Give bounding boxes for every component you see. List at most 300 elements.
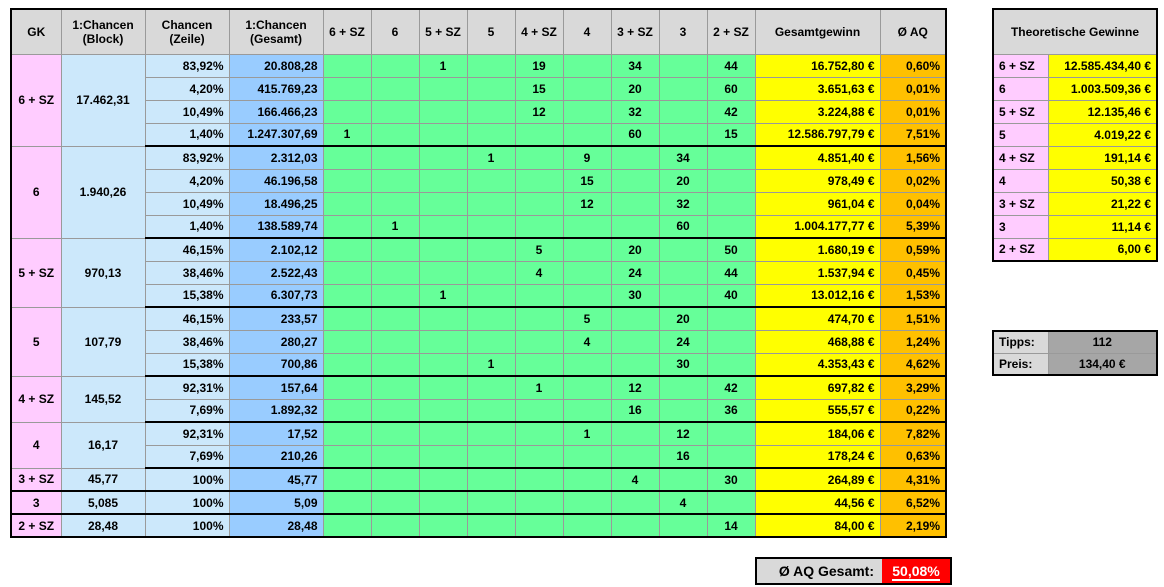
count-cell[interactable] — [611, 215, 659, 238]
count-cell[interactable]: 1 — [419, 54, 467, 77]
aq-cell[interactable]: 1,53% — [880, 284, 946, 307]
aq-cell[interactable]: 1,24% — [880, 330, 946, 353]
total-chance-cell[interactable]: 2.102,12 — [229, 238, 323, 261]
count-cell[interactable] — [467, 54, 515, 77]
count-cell[interactable]: 12 — [611, 376, 659, 399]
count-cell[interactable] — [611, 169, 659, 192]
count-cell[interactable] — [419, 307, 467, 330]
count-cell[interactable]: 1 — [515, 376, 563, 399]
count-cell[interactable] — [467, 330, 515, 353]
count-cell[interactable] — [467, 514, 515, 537]
aq-cell[interactable]: 7,82% — [880, 422, 946, 445]
count-cell[interactable] — [371, 238, 419, 261]
row-chance-cell[interactable]: 38,46% — [145, 261, 229, 284]
aq-cell[interactable]: 4,62% — [880, 353, 946, 376]
count-cell[interactable]: 1 — [371, 215, 419, 238]
count-cell[interactable] — [371, 445, 419, 468]
block-chance-cell[interactable]: 970,13 — [61, 238, 145, 307]
count-cell[interactable] — [467, 238, 515, 261]
count-cell[interactable]: 12 — [563, 192, 611, 215]
count-cell[interactable] — [467, 192, 515, 215]
count-cell[interactable] — [371, 353, 419, 376]
count-cell[interactable]: 4 — [563, 330, 611, 353]
count-cell[interactable] — [419, 192, 467, 215]
total-chance-cell[interactable]: 18.496,25 — [229, 192, 323, 215]
count-cell[interactable] — [515, 353, 563, 376]
count-cell[interactable]: 16 — [611, 399, 659, 422]
count-cell[interactable] — [419, 514, 467, 537]
count-cell[interactable]: 60 — [611, 123, 659, 146]
aq-cell[interactable]: 1,51% — [880, 307, 946, 330]
row-chance-cell[interactable]: 10,49% — [145, 100, 229, 123]
theo-value-cell[interactable]: 12.135,46 € — [1048, 100, 1157, 123]
count-cell[interactable] — [707, 330, 755, 353]
total-winnings-cell[interactable]: 3.651,63 € — [755, 77, 880, 100]
count-cell[interactable]: 9 — [563, 146, 611, 169]
count-cell[interactable] — [659, 399, 707, 422]
count-cell[interactable]: 12 — [659, 422, 707, 445]
count-cell[interactable] — [611, 491, 659, 514]
gk-cell[interactable]: 6 — [11, 146, 61, 238]
row-chance-cell[interactable]: 46,15% — [145, 238, 229, 261]
count-cell[interactable]: 50 — [707, 238, 755, 261]
count-cell[interactable] — [371, 192, 419, 215]
count-cell[interactable] — [707, 169, 755, 192]
count-cell[interactable] — [659, 100, 707, 123]
aq-total-value[interactable] — [882, 559, 950, 583]
count-cell[interactable] — [563, 238, 611, 261]
theo-value-cell[interactable]: 1.003.509,36 € — [1048, 77, 1157, 100]
count-cell[interactable] — [323, 284, 371, 307]
total-winnings-cell[interactable]: 178,24 € — [755, 445, 880, 468]
row-chance-cell[interactable]: 7,69% — [145, 399, 229, 422]
count-cell[interactable]: 4 — [659, 491, 707, 514]
count-cell[interactable] — [419, 146, 467, 169]
count-cell[interactable]: 60 — [707, 77, 755, 100]
count-cell[interactable] — [515, 468, 563, 491]
count-cell[interactable] — [323, 77, 371, 100]
aq-cell[interactable]: 0,02% — [880, 169, 946, 192]
total-winnings-cell[interactable]: 697,82 € — [755, 376, 880, 399]
total-chance-cell[interactable]: 280,27 — [229, 330, 323, 353]
total-winnings-cell[interactable]: 4.353,43 € — [755, 353, 880, 376]
count-cell[interactable] — [323, 445, 371, 468]
count-cell[interactable] — [659, 123, 707, 146]
count-cell[interactable] — [371, 376, 419, 399]
count-cell[interactable] — [323, 468, 371, 491]
count-cell[interactable]: 5 — [515, 238, 563, 261]
aq-cell[interactable]: 0,04% — [880, 192, 946, 215]
count-cell[interactable] — [515, 192, 563, 215]
count-cell[interactable] — [419, 238, 467, 261]
aq-cell[interactable]: 0,01% — [880, 100, 946, 123]
theo-value-cell[interactable]: 50,38 € — [1048, 169, 1157, 192]
count-cell[interactable] — [515, 399, 563, 422]
count-cell[interactable] — [419, 169, 467, 192]
aq-cell[interactable]: 0,60% — [880, 54, 946, 77]
count-cell[interactable] — [659, 238, 707, 261]
block-chance-cell[interactable]: 145,52 — [61, 376, 145, 422]
count-cell[interactable]: 1 — [467, 353, 515, 376]
total-chance-cell[interactable]: 166.466,23 — [229, 100, 323, 123]
count-cell[interactable] — [323, 353, 371, 376]
count-cell[interactable] — [467, 77, 515, 100]
count-cell[interactable] — [467, 445, 515, 468]
aq-cell[interactable]: 6,52% — [880, 491, 946, 514]
total-winnings-cell[interactable]: 978,49 € — [755, 169, 880, 192]
row-chance-cell[interactable]: 83,92% — [145, 54, 229, 77]
total-chance-cell[interactable]: 1.892,32 — [229, 399, 323, 422]
count-cell[interactable]: 5 — [563, 307, 611, 330]
count-cell[interactable] — [515, 491, 563, 514]
row-chance-cell[interactable]: 4,20% — [145, 169, 229, 192]
count-cell[interactable]: 30 — [707, 468, 755, 491]
count-cell[interactable]: 42 — [707, 376, 755, 399]
count-cell[interactable] — [659, 468, 707, 491]
gk-cell[interactable]: 4 — [11, 422, 61, 468]
count-cell[interactable] — [419, 399, 467, 422]
count-cell[interactable] — [707, 215, 755, 238]
aq-cell[interactable]: 5,39% — [880, 215, 946, 238]
count-cell[interactable] — [611, 192, 659, 215]
theo-class-cell[interactable]: 5 + SZ — [993, 100, 1048, 123]
block-chance-cell[interactable]: 45,77 — [61, 468, 145, 491]
count-cell[interactable] — [419, 215, 467, 238]
count-cell[interactable] — [467, 468, 515, 491]
theo-value-cell[interactable]: 191,14 € — [1048, 146, 1157, 169]
count-cell[interactable]: 44 — [707, 261, 755, 284]
count-cell[interactable]: 20 — [659, 307, 707, 330]
row-chance-cell[interactable]: 38,46% — [145, 330, 229, 353]
row-chance-cell[interactable]: 1,40% — [145, 123, 229, 146]
count-cell[interactable] — [611, 514, 659, 537]
count-cell[interactable]: 24 — [659, 330, 707, 353]
count-cell[interactable] — [323, 261, 371, 284]
block-chance-cell[interactable]: 16,17 — [61, 422, 145, 468]
count-cell[interactable] — [371, 54, 419, 77]
count-cell[interactable] — [611, 307, 659, 330]
count-cell[interactable] — [371, 514, 419, 537]
count-cell[interactable] — [419, 77, 467, 100]
count-cell[interactable] — [563, 445, 611, 468]
aq-cell[interactable]: 0,01% — [880, 77, 946, 100]
total-winnings-cell[interactable]: 1.537,94 € — [755, 261, 880, 284]
count-cell[interactable]: 15 — [563, 169, 611, 192]
count-cell[interactable] — [611, 330, 659, 353]
count-cell[interactable] — [419, 445, 467, 468]
total-chance-cell[interactable]: 138.589,74 — [229, 215, 323, 238]
total-winnings-cell[interactable]: 468,88 € — [755, 330, 880, 353]
count-cell[interactable] — [323, 376, 371, 399]
theo-value-cell[interactable]: 11,14 € — [1048, 215, 1157, 238]
row-chance-cell[interactable]: 92,31% — [145, 376, 229, 399]
total-chance-cell[interactable]: 233,57 — [229, 307, 323, 330]
count-cell[interactable]: 1 — [563, 422, 611, 445]
count-cell[interactable] — [563, 261, 611, 284]
block-chance-cell[interactable]: 28,48 — [61, 514, 145, 537]
count-cell[interactable] — [323, 100, 371, 123]
count-cell[interactable]: 42 — [707, 100, 755, 123]
total-winnings-cell[interactable]: 4.851,40 € — [755, 146, 880, 169]
count-cell[interactable] — [323, 514, 371, 537]
total-chance-cell[interactable]: 17,52 — [229, 422, 323, 445]
count-cell[interactable] — [563, 491, 611, 514]
theo-class-cell[interactable]: 3 — [993, 215, 1048, 238]
count-cell[interactable] — [419, 491, 467, 514]
aq-cell[interactable]: 0,22% — [880, 399, 946, 422]
count-cell[interactable] — [371, 330, 419, 353]
count-cell[interactable]: 19 — [515, 54, 563, 77]
count-cell[interactable] — [467, 169, 515, 192]
count-cell[interactable] — [563, 77, 611, 100]
count-cell[interactable] — [707, 353, 755, 376]
count-cell[interactable] — [371, 146, 419, 169]
total-winnings-cell[interactable]: 961,04 € — [755, 192, 880, 215]
count-cell[interactable] — [563, 399, 611, 422]
row-chance-cell[interactable]: 15,38% — [145, 284, 229, 307]
aq-cell[interactable]: 4,31% — [880, 468, 946, 491]
count-cell[interactable] — [323, 330, 371, 353]
count-cell[interactable] — [419, 100, 467, 123]
count-cell[interactable] — [563, 468, 611, 491]
count-cell[interactable] — [563, 215, 611, 238]
total-winnings-cell[interactable]: 555,57 € — [755, 399, 880, 422]
theo-class-cell[interactable]: 3 + SZ — [993, 192, 1048, 215]
count-cell[interactable] — [323, 491, 371, 514]
count-cell[interactable] — [323, 169, 371, 192]
count-cell[interactable] — [563, 514, 611, 537]
theo-class-cell[interactable]: 4 — [993, 169, 1048, 192]
theo-value-cell[interactable]: 6,00 € — [1048, 238, 1157, 261]
count-cell[interactable] — [419, 123, 467, 146]
theo-class-cell[interactable]: 5 — [993, 123, 1048, 146]
count-cell[interactable] — [371, 468, 419, 491]
count-cell[interactable]: 20 — [611, 238, 659, 261]
count-cell[interactable]: 34 — [611, 54, 659, 77]
tips-value[interactable]: 112 — [1048, 331, 1157, 353]
aq-cell[interactable]: 0,59% — [880, 238, 946, 261]
gk-cell[interactable]: 3 + SZ — [11, 468, 61, 491]
total-chance-cell[interactable]: 210,26 — [229, 445, 323, 468]
count-cell[interactable] — [323, 54, 371, 77]
count-cell[interactable] — [323, 399, 371, 422]
count-cell[interactable] — [659, 284, 707, 307]
total-chance-cell[interactable]: 2.522,43 — [229, 261, 323, 284]
count-cell[interactable]: 30 — [659, 353, 707, 376]
total-chance-cell[interactable]: 20.808,28 — [229, 54, 323, 77]
total-chance-cell[interactable]: 700,86 — [229, 353, 323, 376]
total-chance-cell[interactable]: 6.307,73 — [229, 284, 323, 307]
count-cell[interactable] — [563, 376, 611, 399]
count-cell[interactable]: 30 — [611, 284, 659, 307]
count-cell[interactable] — [515, 284, 563, 307]
count-cell[interactable] — [371, 284, 419, 307]
count-cell[interactable] — [659, 261, 707, 284]
count-cell[interactable] — [707, 307, 755, 330]
count-cell[interactable] — [707, 491, 755, 514]
theo-class-cell[interactable]: 6 — [993, 77, 1048, 100]
count-cell[interactable] — [467, 123, 515, 146]
count-cell[interactable]: 32 — [611, 100, 659, 123]
row-chance-cell[interactable]: 7,69% — [145, 445, 229, 468]
count-cell[interactable] — [659, 77, 707, 100]
row-chance-cell[interactable]: 100% — [145, 514, 229, 537]
total-winnings-cell[interactable]: 3.224,88 € — [755, 100, 880, 123]
total-chance-cell[interactable]: 2.312,03 — [229, 146, 323, 169]
gk-cell[interactable]: 5 — [11, 307, 61, 376]
total-winnings-cell[interactable]: 44,56 € — [755, 491, 880, 514]
aq-cell[interactable]: 2,19% — [880, 514, 946, 537]
row-chance-cell[interactable]: 100% — [145, 491, 229, 514]
row-chance-cell[interactable]: 92,31% — [145, 422, 229, 445]
count-cell[interactable] — [419, 330, 467, 353]
total-chance-cell[interactable]: 45,77 — [229, 468, 323, 491]
count-cell[interactable]: 34 — [659, 146, 707, 169]
row-chance-cell[interactable]: 15,38% — [145, 353, 229, 376]
count-cell[interactable] — [371, 491, 419, 514]
count-cell[interactable] — [323, 215, 371, 238]
count-cell[interactable]: 15 — [515, 77, 563, 100]
aq-cell[interactable]: 7,51% — [880, 123, 946, 146]
row-chance-cell[interactable]: 10,49% — [145, 192, 229, 215]
count-cell[interactable] — [467, 215, 515, 238]
count-cell[interactable] — [563, 54, 611, 77]
count-cell[interactable] — [467, 376, 515, 399]
theo-value-cell[interactable]: 12.585.434,40 € — [1048, 54, 1157, 77]
total-chance-cell[interactable]: 5,09 — [229, 491, 323, 514]
count-cell[interactable] — [371, 261, 419, 284]
total-chance-cell[interactable]: 415.769,23 — [229, 77, 323, 100]
count-cell[interactable]: 20 — [659, 169, 707, 192]
count-cell[interactable] — [419, 376, 467, 399]
count-cell[interactable] — [707, 192, 755, 215]
count-cell[interactable]: 1 — [467, 146, 515, 169]
count-cell[interactable] — [323, 307, 371, 330]
count-cell[interactable] — [563, 123, 611, 146]
count-cell[interactable] — [515, 146, 563, 169]
count-cell[interactable] — [371, 100, 419, 123]
count-cell[interactable] — [563, 284, 611, 307]
count-cell[interactable] — [659, 376, 707, 399]
count-cell[interactable]: 40 — [707, 284, 755, 307]
total-winnings-cell[interactable]: 1.004.177,77 € — [755, 215, 880, 238]
count-cell[interactable] — [323, 238, 371, 261]
count-cell[interactable]: 24 — [611, 261, 659, 284]
count-cell[interactable] — [371, 77, 419, 100]
count-cell[interactable] — [515, 123, 563, 146]
count-cell[interactable]: 32 — [659, 192, 707, 215]
total-winnings-cell[interactable]: 1.680,19 € — [755, 238, 880, 261]
count-cell[interactable] — [707, 445, 755, 468]
count-cell[interactable] — [611, 445, 659, 468]
total-chance-cell[interactable]: 157,64 — [229, 376, 323, 399]
count-cell[interactable] — [467, 399, 515, 422]
count-cell[interactable]: 1 — [419, 284, 467, 307]
count-cell[interactable] — [515, 422, 563, 445]
count-cell[interactable] — [515, 330, 563, 353]
count-cell[interactable] — [323, 422, 371, 445]
count-cell[interactable] — [371, 422, 419, 445]
theo-class-cell[interactable]: 4 + SZ — [993, 146, 1048, 169]
count-cell[interactable] — [611, 353, 659, 376]
count-cell[interactable] — [515, 169, 563, 192]
total-winnings-cell[interactable]: 184,06 € — [755, 422, 880, 445]
aq-cell[interactable]: 0,45% — [880, 261, 946, 284]
count-cell[interactable]: 1 — [323, 123, 371, 146]
count-cell[interactable]: 36 — [707, 399, 755, 422]
block-chance-cell[interactable]: 1.940,26 — [61, 146, 145, 238]
total-chance-cell[interactable]: 46.196,58 — [229, 169, 323, 192]
count-cell[interactable] — [467, 422, 515, 445]
total-winnings-cell[interactable]: 264,89 € — [755, 468, 880, 491]
count-cell[interactable] — [467, 307, 515, 330]
count-cell[interactable]: 60 — [659, 215, 707, 238]
theo-value-cell[interactable]: 21,22 € — [1048, 192, 1157, 215]
count-cell[interactable] — [323, 146, 371, 169]
count-cell[interactable] — [323, 192, 371, 215]
count-cell[interactable] — [611, 146, 659, 169]
count-cell[interactable] — [659, 514, 707, 537]
total-chance-cell[interactable]: 1.247.307,69 — [229, 123, 323, 146]
count-cell[interactable]: 4 — [515, 261, 563, 284]
count-cell[interactable]: 44 — [707, 54, 755, 77]
block-chance-cell[interactable]: 17.462,31 — [61, 54, 145, 146]
count-cell[interactable] — [707, 422, 755, 445]
count-cell[interactable]: 4 — [611, 468, 659, 491]
count-cell[interactable] — [563, 353, 611, 376]
count-cell[interactable] — [419, 422, 467, 445]
gk-cell[interactable]: 2 + SZ — [11, 514, 61, 537]
count-cell[interactable]: 20 — [611, 77, 659, 100]
row-chance-cell[interactable]: 4,20% — [145, 77, 229, 100]
aq-cell[interactable]: 0,63% — [880, 445, 946, 468]
total-winnings-cell[interactable]: 16.752,80 € — [755, 54, 880, 77]
count-cell[interactable]: 14 — [707, 514, 755, 537]
count-cell[interactable] — [707, 146, 755, 169]
row-chance-cell[interactable]: 1,40% — [145, 215, 229, 238]
total-chance-cell[interactable]: 28,48 — [229, 514, 323, 537]
count-cell[interactable] — [611, 422, 659, 445]
count-cell[interactable] — [515, 215, 563, 238]
count-cell[interactable] — [419, 261, 467, 284]
count-cell[interactable] — [467, 261, 515, 284]
total-winnings-cell[interactable]: 474,70 € — [755, 307, 880, 330]
count-cell[interactable] — [467, 284, 515, 307]
count-cell[interactable] — [371, 123, 419, 146]
theo-class-cell[interactable]: 2 + SZ — [993, 238, 1048, 261]
count-cell[interactable]: 15 — [707, 123, 755, 146]
total-winnings-cell[interactable]: 12.586.797,79 € — [755, 123, 880, 146]
total-winnings-cell[interactable]: 84,00 € — [755, 514, 880, 537]
count-cell[interactable]: 16 — [659, 445, 707, 468]
theo-class-cell[interactable]: 6 + SZ — [993, 54, 1048, 77]
count-cell[interactable] — [371, 307, 419, 330]
count-cell[interactable] — [467, 491, 515, 514]
aq-cell[interactable]: 3,29% — [880, 376, 946, 399]
count-cell[interactable] — [563, 100, 611, 123]
count-cell[interactable] — [371, 169, 419, 192]
count-cell[interactable] — [515, 514, 563, 537]
price-value[interactable]: 134,40 € — [1048, 353, 1157, 375]
count-cell[interactable] — [419, 468, 467, 491]
row-chance-cell[interactable]: 46,15% — [145, 307, 229, 330]
block-chance-cell[interactable]: 107,79 — [61, 307, 145, 376]
gk-cell[interactable]: 4 + SZ — [11, 376, 61, 422]
count-cell[interactable] — [659, 54, 707, 77]
gk-cell[interactable]: 3 — [11, 491, 61, 514]
total-winnings-cell[interactable]: 13.012,16 € — [755, 284, 880, 307]
theo-value-cell[interactable]: 4.019,22 € — [1048, 123, 1157, 146]
